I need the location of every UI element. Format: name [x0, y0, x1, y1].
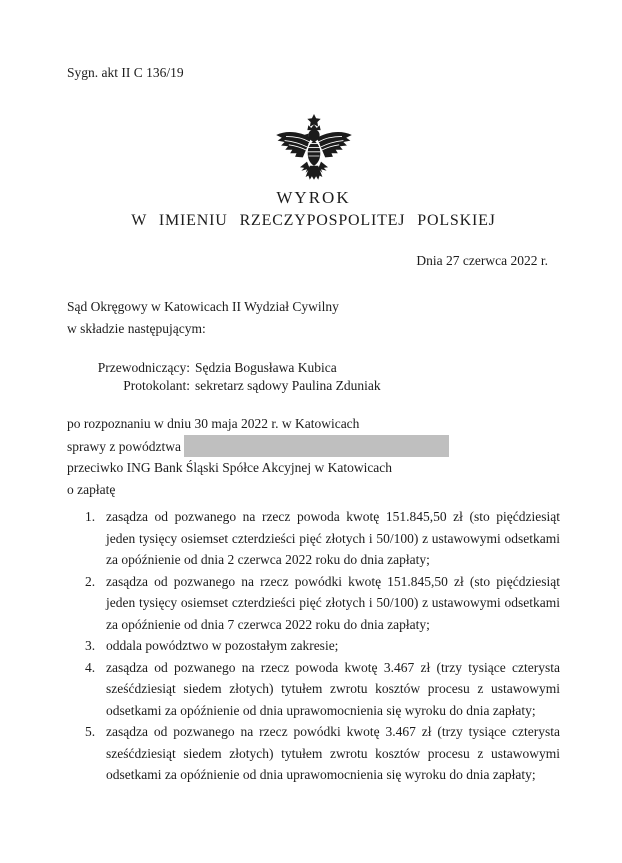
- court-name: Sąd Okręgowy w Katowicach II Wydział Cywilny: [67, 299, 339, 314]
- ruling-number: 5.: [85, 724, 96, 739]
- plaintiff-prefix: sprawy z powództwa: [67, 438, 181, 454]
- panel-row-presiding-judge: [67, 359, 560, 377]
- ruling-number: 1.: [85, 509, 96, 524]
- ruling-item: [67, 657, 560, 722]
- document-title: WYROK: [276, 187, 351, 207]
- plaintiff-line: [67, 435, 560, 458]
- hearing-line: po rozpoznaniu w dniu 30 maja 2022 r. w Katowicach: [67, 416, 360, 431]
- rulings-list: [67, 506, 560, 786]
- panel-role-label: Protokolant:: [123, 377, 190, 393]
- judgment-date: Dnia 27 czerwca 2022 r.: [416, 252, 548, 268]
- document-subtitle: W IMIENIU RZECZYPOSPOLITEJ POLSKIEJ: [131, 211, 496, 229]
- ruling-text: zasądza od pozwanego na rzecz powódki kwotę 151.845,50 zł (sto pięćdziesiąt jeden tysięcy osiemset czterdzieści pięć złotych i 50/100) z ustawowymi odsetkami za opóźnienie od dnia 7 czerwca 2022 roku do dnia zapłaty;: [106, 573, 560, 632]
- ruling-number: 3.: [85, 638, 96, 653]
- panel-role-label: Przewodniczący:: [97, 360, 190, 375]
- panel-person-name: Sędzia Bogusława Kubica: [195, 360, 337, 375]
- ruling-item: [67, 571, 560, 636]
- ruling-number: 2.: [85, 573, 96, 589]
- ruling-item: [67, 635, 560, 657]
- polish-eagle-emblem: [67, 114, 560, 184]
- ruling-item: [67, 721, 560, 786]
- court-panel: [67, 359, 560, 394]
- defendant-line: przeciwko ING Bank Śląski Spółce Akcyjnej w Katowicach: [67, 460, 393, 475]
- ruling-text: zasądza od pozwanego na rzecz powódki kwotę 3.467 zł (trzy tysiące czterysta sześćdziesiąt siedem złotych) tytułem zwrotu kosztów procesu z ustawowymi odsetkami za opóźnienie od dnia uprawomocnienia się wyroku do dnia zapłaty;: [106, 724, 560, 782]
- panel-intro: w składzie następującym:: [67, 320, 206, 336]
- panel-person-name: sekretarz sądowy Paulina Zduniak: [195, 377, 381, 393]
- case-number: Sygn. akt II C 136/19: [67, 65, 184, 80]
- ruling-text: oddala powództwo w pozostałym zakresie;: [106, 638, 339, 653]
- ruling-text: zasądza od pozwanego na rzecz powoda kwotę 3.467 zł (trzy tysiące czterysta sześćdziesiąt siedem złotych) tytułem zwrotu kosztów procesu z ustawowymi odsetkami za opóźnienie od dnia uprawomocnienia się wyroku do dnia zapłaty;: [106, 659, 560, 718]
- case-subject-line: o zapłatę: [67, 481, 116, 497]
- panel-row-court-clerk: [67, 377, 560, 395]
- ruling-text: zasądza od pozwanego na rzecz powoda kwotę 151.845,50 zł (sto pięćdziesiąt jeden tysięcy osiemset czterdzieści pięć złotych i 50/100) z ustawowymi odsetkami za opóźnienie od dnia 2 czerwca 2022 roku do dnia zapłaty;: [106, 509, 560, 567]
- redacted-plaintiff-name: [184, 435, 449, 457]
- ruling-number: 4.: [85, 659, 96, 675]
- ruling-item: [67, 506, 560, 571]
